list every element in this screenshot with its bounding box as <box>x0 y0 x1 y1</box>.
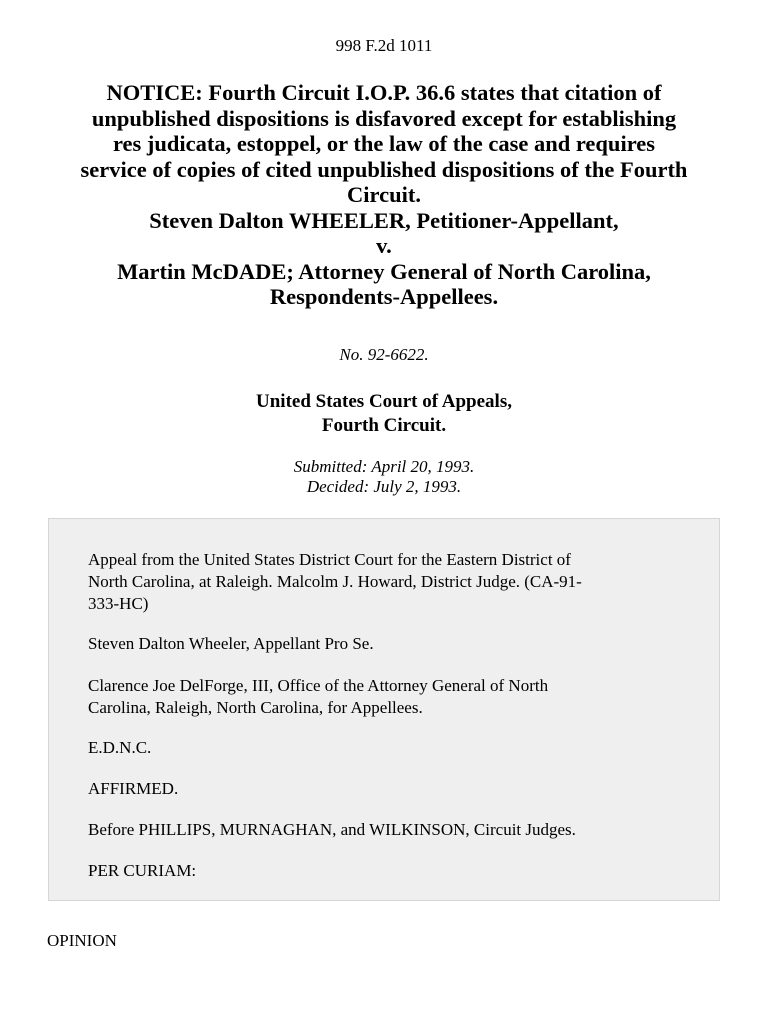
notice-line-2: unpublished dispositions is disfavored except for establishing <box>91 105 677 131</box>
notice-line-4: service of copies of cited unpublished dispositions of the Fourth <box>80 156 688 182</box>
appeal-info-line-3: 333-HC) <box>88 594 149 613</box>
court-name-line-2: Fourth Circuit. <box>321 415 447 436</box>
docket-number: No. 92-6622. <box>339 345 429 364</box>
appellee-counsel-line-2: Carolina, Raleigh, North Carolina, for Appellees. <box>88 698 423 717</box>
submitted-date: Submitted: April 20, 1993. <box>293 457 475 476</box>
opinion-heading: OPINION <box>47 931 117 950</box>
disposition: AFFIRMED. <box>88 779 179 798</box>
case-title <box>30 80 738 310</box>
notice-line-5: Circuit. <box>347 182 421 207</box>
appellees-party: Martin McDADE; Attorney General of North Carolina, <box>117 258 651 284</box>
case-dates <box>0 457 768 497</box>
appellees-role: Respondents-Appellees. <box>269 284 499 309</box>
district-abbrev: E.D.N.C. <box>88 738 152 757</box>
appellant-counsel: Steven Dalton Wheeler, Appellant Pro Se. <box>88 634 374 653</box>
versus: v. <box>376 233 392 258</box>
appellee-counsel-line-1: Clarence Joe DelForge, III, Office of the Attorney General of North <box>88 676 549 695</box>
court-name-line-1: United States Court of Appeals, <box>256 391 512 412</box>
notice-line-3: res judicata, estoppel, or the law of the case and requires <box>112 131 656 156</box>
case-summary-box <box>48 518 720 901</box>
appeal-info-line-2: North Carolina, at Raleigh. Malcolm J. Howard, District Judge. (CA-91- <box>88 572 582 591</box>
court-name <box>0 390 768 438</box>
appeal-info-line-1: Appeal from the United States District Court for the Eastern District of <box>88 550 571 569</box>
panel-judges: Before PHILLIPS, MURNAGHAN, and WILKINSON, Circuit Judges. <box>88 820 576 839</box>
appeal-info <box>88 549 688 615</box>
per-curiam: PER CURIAM: <box>88 861 197 880</box>
appellee-counsel <box>88 675 688 719</box>
decided-date: Decided: July 2, 1993. <box>306 477 462 496</box>
case-citation: 998 F.2d 1011 <box>335 36 433 55</box>
appellant-party: Steven Dalton WHEELER, Petitioner-Appellant, <box>149 207 619 233</box>
notice-line-1: NOTICE: Fourth Circuit I.O.P. 36.6 states that citation of <box>106 80 662 105</box>
